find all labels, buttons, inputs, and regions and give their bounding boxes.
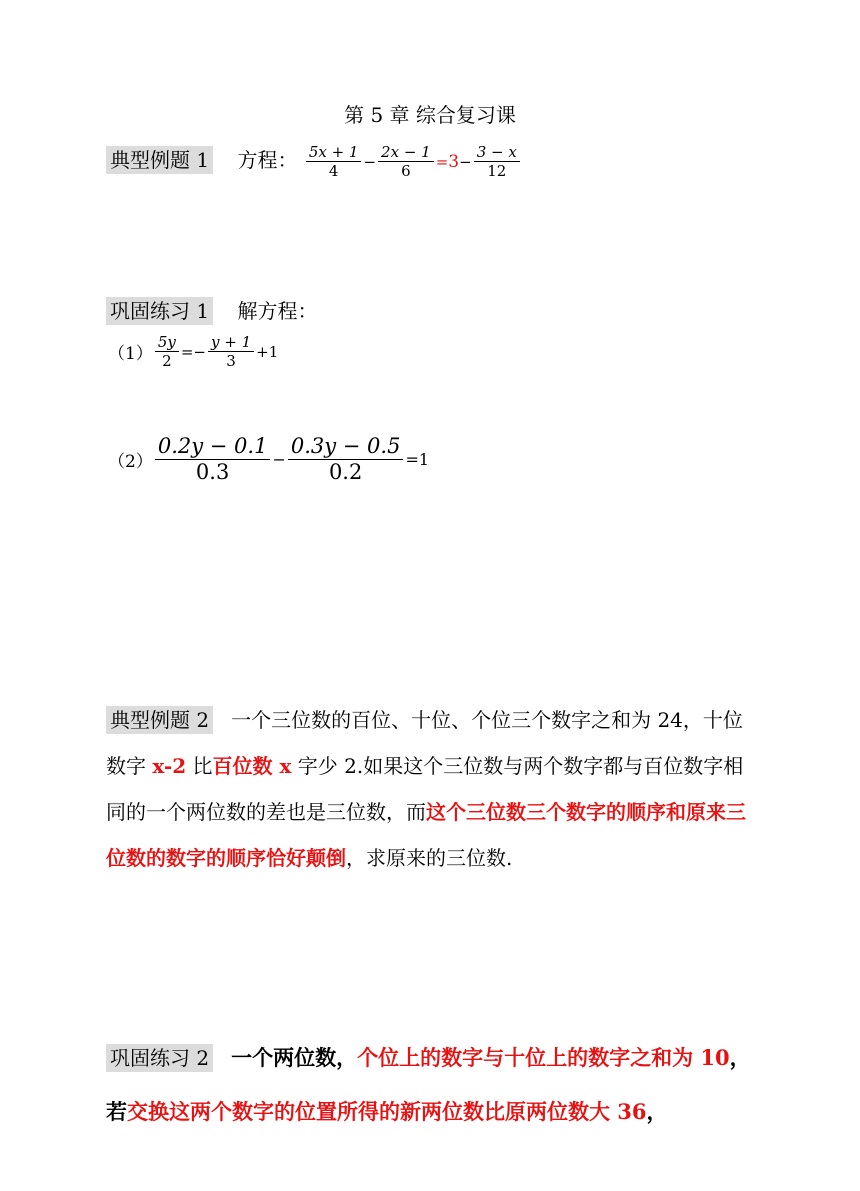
operator: = <box>435 152 449 171</box>
practice-2 <box>106 1031 766 1139</box>
operator: − <box>363 152 377 171</box>
numerator: 5x + 1 <box>306 143 362 162</box>
operator: +1 <box>256 342 279 361</box>
example-2-text: 一个三位数的百位、十位、个位三个数字之和为 24，十位数字 <box>106 708 743 778</box>
example-2-label: 典型例题 2 <box>106 706 213 734</box>
practice-1-item-2 <box>108 434 429 485</box>
fraction <box>306 143 362 180</box>
denominator: 0.3 <box>195 460 230 485</box>
example-2-text: ，求原来的三位数. <box>346 846 513 870</box>
operator: =− <box>180 342 206 361</box>
page-title: 第 5 章 综合复习课 <box>344 103 516 127</box>
example-1 <box>106 143 522 180</box>
practice-1-item-1 <box>108 333 278 370</box>
numerator: 3 − x <box>474 143 520 162</box>
fraction <box>155 333 179 370</box>
practice-1-label: 巩固练习 1 <box>106 297 213 325</box>
fraction <box>474 143 520 180</box>
highlight-reversed-order: 这个三位数三个数字的顺序和原来三位数的数字的顺序恰好颠倒 <box>106 800 746 870</box>
highlight-ten-digit: x-2 <box>152 754 187 778</box>
fraction <box>288 434 404 485</box>
example-2-text: 比 <box>186 754 213 778</box>
practice-1-intro: 解方程： <box>237 299 318 323</box>
highlight-hundreds-digit: 百位数 x <box>212 754 292 778</box>
numerator: 0.2y − 0.1 <box>155 434 271 460</box>
practice-2-text: ， <box>646 1099 668 1124</box>
example-2-text: 字少 2.如果这个三位数与两个数字都与百位数字相同的一个两位数的差也是三位数，而 <box>106 754 744 824</box>
denominator: 2 <box>162 352 172 370</box>
example-1-intro: 方程： <box>237 148 298 172</box>
numerator: 2x − 1 <box>378 143 434 162</box>
fraction <box>378 143 434 180</box>
example-2 <box>106 697 756 881</box>
operator: =1 <box>405 450 430 470</box>
denominator: 4 <box>328 162 339 180</box>
denominator: 6 <box>401 162 411 180</box>
numerator: 5y <box>155 333 179 352</box>
denominator: 3 <box>226 352 236 370</box>
item-index: （2） <box>108 452 153 473</box>
highlight-swap-condition: 交换这两个数字的位置所得的新两位数比原两位数大 36 <box>127 1099 647 1124</box>
numerator: y + 1 <box>208 333 254 352</box>
practice-2-text: 一个两位数， <box>231 1045 358 1070</box>
example-1-label: 典型例题 1 <box>106 146 213 174</box>
fraction <box>208 333 254 370</box>
constant-three: 3 <box>448 151 460 172</box>
operator: − <box>272 450 286 470</box>
practice-2-label: 巩固练习 2 <box>106 1044 213 1072</box>
fraction <box>155 434 271 485</box>
denominator: 0.2 <box>328 460 363 485</box>
highlight-digit-sum: 个位上的数字与十位上的数字之和为 10 <box>357 1045 730 1070</box>
operator: − <box>459 152 472 171</box>
item-index: （1） <box>108 344 153 364</box>
practice-1-heading <box>106 295 317 324</box>
numerator: 0.3y − 0.5 <box>288 434 404 460</box>
practice-2-text: ，若 <box>106 1045 751 1124</box>
denominator: 12 <box>487 162 507 180</box>
